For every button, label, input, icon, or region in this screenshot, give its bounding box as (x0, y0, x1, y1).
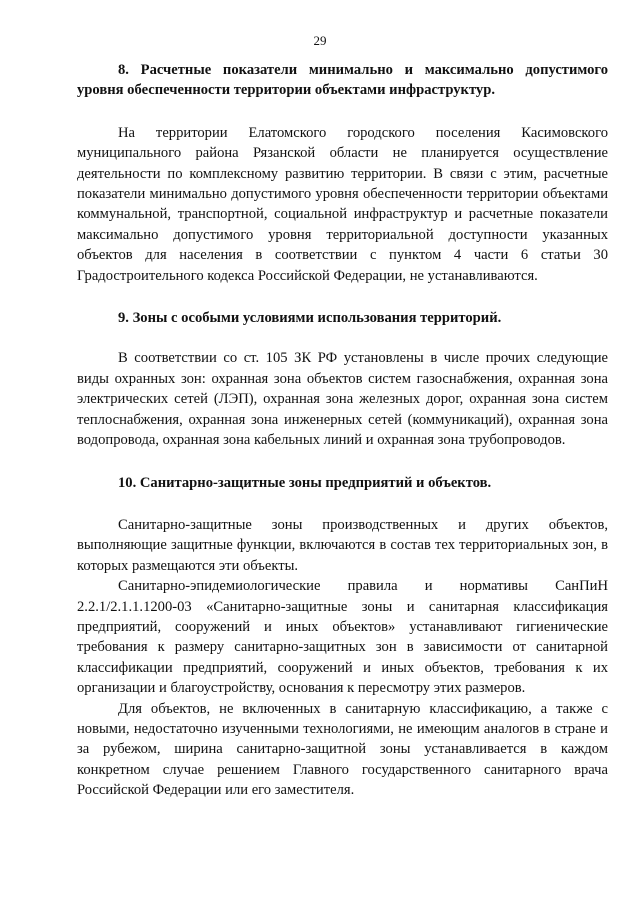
page-number: 29 (313, 33, 327, 48)
section-10-heading: 10. Санитарно-защитные зоны предприятий и объектов. (118, 474, 492, 491)
document-body (77, 60, 608, 801)
section-10-paragraph-2: Санитарно-эпидемиологические правила и нормативы СанПиН 2.2.1/2.1.1.1200-03 «Санитарно-защитные зоны и санитарная классификация предприятий, сооружений и иных объектов» устанавливают гигиенические требования к размеру санитарно-защитных зон в зависимости от санитарной классификации предприятий, сооружений и иных объектов, требования к их организации и благоустройству, основания к пересмотру этих размеров. (77, 578, 608, 697)
section-9-paragraph: В соответствии со ст. 105 ЗК РФ установлены в числе прочих следующие виды охранных зон: охранная зона объектов систем газоснабжения, охранная зона электрических сетей (ЛЭП), охранная зона железных дорог, охранная зона систем теплоснабжения, охранная зона инженерных сетей (коммуникаций), охранная зона водопровода, охранная зона кабельных линий и охранная зона трубопроводов. (77, 350, 608, 449)
section-10-paragraph-3: Для объектов, не включенных в санитарную классификацию, а также с новыми, недостаточно изученными технологиями, не имеющим аналогов в стране и за рубежом, ширина санитарно-защитной зоны устанавливается в каждом конкретном случае решением Главного государственного санитарного врача Российской Федерации или его заместителя. (77, 700, 608, 799)
section-8-heading: 8. Расчетные показатели минимально и максимально допустимого уровня обеспеченности территории объектами инфраструктур. (77, 62, 608, 99)
section-10-paragraph-1: Санитарно-защитные зоны производственных и других объектов, выполняющие защитные функции, включаются в состав тех территориальных зон, в которых размещаются эти объекты. (77, 516, 608, 574)
section-8-paragraph: На территории Елатомского городского поселения Касимовского муниципального района Рязанской области не планируется осуществление деятельности по комплексному развитию территории. В связи с этим, расчетные показатели минимально допустимого уровня обеспеченности территории объектами коммунальной, транспортной, социальной инфраструктур и расчетные показатели максимально допустимого уровня территориальной доступности указанных объектов для населения в соответствии с пунктом 4 части 6 статьи 30 Градостроительного кодекса Российской Федерации, не устанавливаются. (77, 124, 608, 284)
section-9-heading: 9. Зоны с особыми условиями использования территорий. (118, 310, 502, 327)
